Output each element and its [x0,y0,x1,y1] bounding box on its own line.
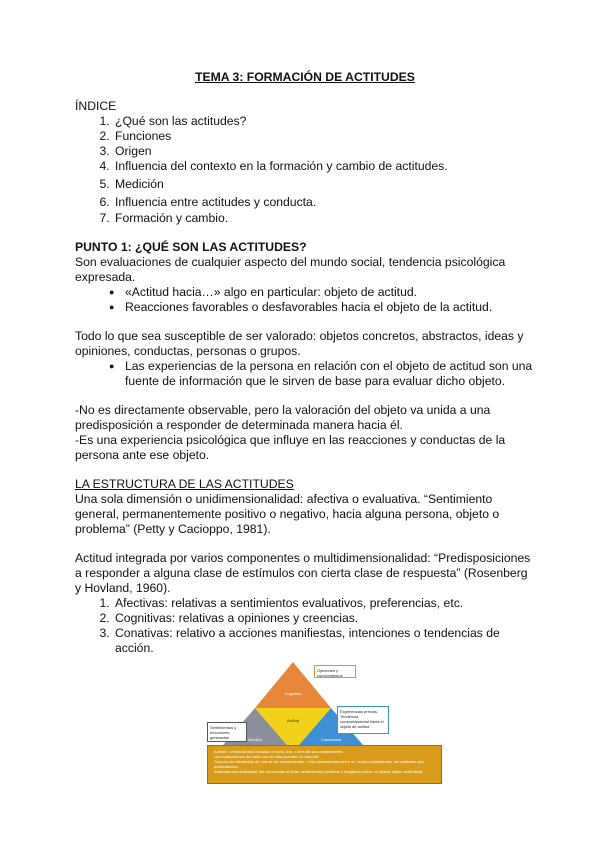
index-item: 4. Influencia del contexto en la formación y cambio de actitudes. [113,159,535,174]
component-item: 2. Cognitivas: relativas a opiniones y creencias. [113,611,535,626]
paragraph: -Es una experiencia psicológica que influye en las reacciones y conductas de la persona ante ese objeto. [75,433,506,462]
document-page [75,70,535,784]
paragraph: Una sola dimensión o unidimensionalidad: afectiva o evaluativa. “Sentimiento general, permanentemente positivo o negativo, hacia alguna persona, objeto o problema” (Petty y Cacioppo, 1981). [75,492,500,536]
paragraph: -No es directamente observable, pero la valoración del objeto va unida a una predisposición a responder de determinada manera hacia él. [75,403,491,432]
index-heading: ÍNDICE [75,99,117,113]
component-item: 3. Conativas: relativo a acciones manifiestas, intenciones o tendencias de acción. [113,626,535,656]
box-behavioral: Experiencias previas. Tendencia comportamental hacia el objeto de actitud [337,706,389,734]
bullet-item: ● Reacciones favorables o desfavorables hacia el objeto de la actitud. [111,300,535,315]
paragraph: Son evaluaciones de cualquier aspecto del mundo social, tendencia psicológica expresada. [75,255,506,284]
label-behavioral: Conductual [320,737,342,742]
section-heading-estructura: LA ESTRUCTURA DE LAS ACTITUDES [75,477,294,491]
paragraph: Actitud integrada por varios componentes o multidimensionalidad: “Predisposiciones a responder a alguna clase de estímulos con cierta clase de respuesta” (Rosenberg y Hovland, 1960). [75,551,531,595]
paragraph: Todo lo que sea susceptible de ser valorado: objetos concretos, abstractos, ideas y opiniones, conductas, personas o grupos. [75,329,524,358]
box-affective: Sentimientos y emociones generadas [207,722,247,742]
bullet-list [75,359,535,389]
label-center: Actitud [286,718,300,723]
attitude-structure-figure [207,662,442,784]
label-cognitive: Cognitivo [284,691,302,696]
document-title: TEMA 3: FORMACIÓN DE ACTITUDES [195,70,415,84]
components-list [75,596,535,656]
bullet-item: ● Las experiencias de la persona en relación con el objeto de actitud son una fuente de información que le sirven de base para evaluar dicho objeto. [111,359,535,389]
index-item: 7. Formación y cambio. [113,211,535,226]
index-item: 5. Medición [113,177,535,192]
box-cognitive: Opiniones y conocimientos [314,665,356,678]
figure-footer [207,745,442,784]
footer-line: Las evaluaciones de cada una de ellas pueden no coincidir [214,754,319,759]
bullet-item: ● «Actitud hacia…» algo en particular: objeto de actitud. [111,285,535,300]
bullet-list [75,285,535,315]
index-item: 6. Influencia entre actitudes y conducta. [113,195,535,210]
section-heading-punto1: PUNTO 1: ¿QUÉ SON LAS ACTITUDES? [75,240,307,254]
index-list [75,114,535,226]
index-item: 3. Origen [113,144,535,159]
footer-line: Cuando los elementos de una de los componentes, o los componentes entre sí, no son coincidentes, las actitudes son ambivalentes. [214,759,424,769]
component-item: 1. Afectivas: relativas a sentimientos evaluativos, preferencias, etc. [113,596,535,611]
footer-line: Actitud = evaluaciones basadas en una, dos, o tres de sus componentes [214,749,343,754]
index-item: 1. ¿Qué son las actitudes? [113,114,535,129]
index-item: 2. Funciones [113,129,535,144]
label-affective: Afectivo [247,737,263,742]
footer-line: Ambivalencia actitudinal: Me tendencias al tener sentimientos positivos y negativos sobre un mismo objeto actitudinal. [214,769,423,774]
